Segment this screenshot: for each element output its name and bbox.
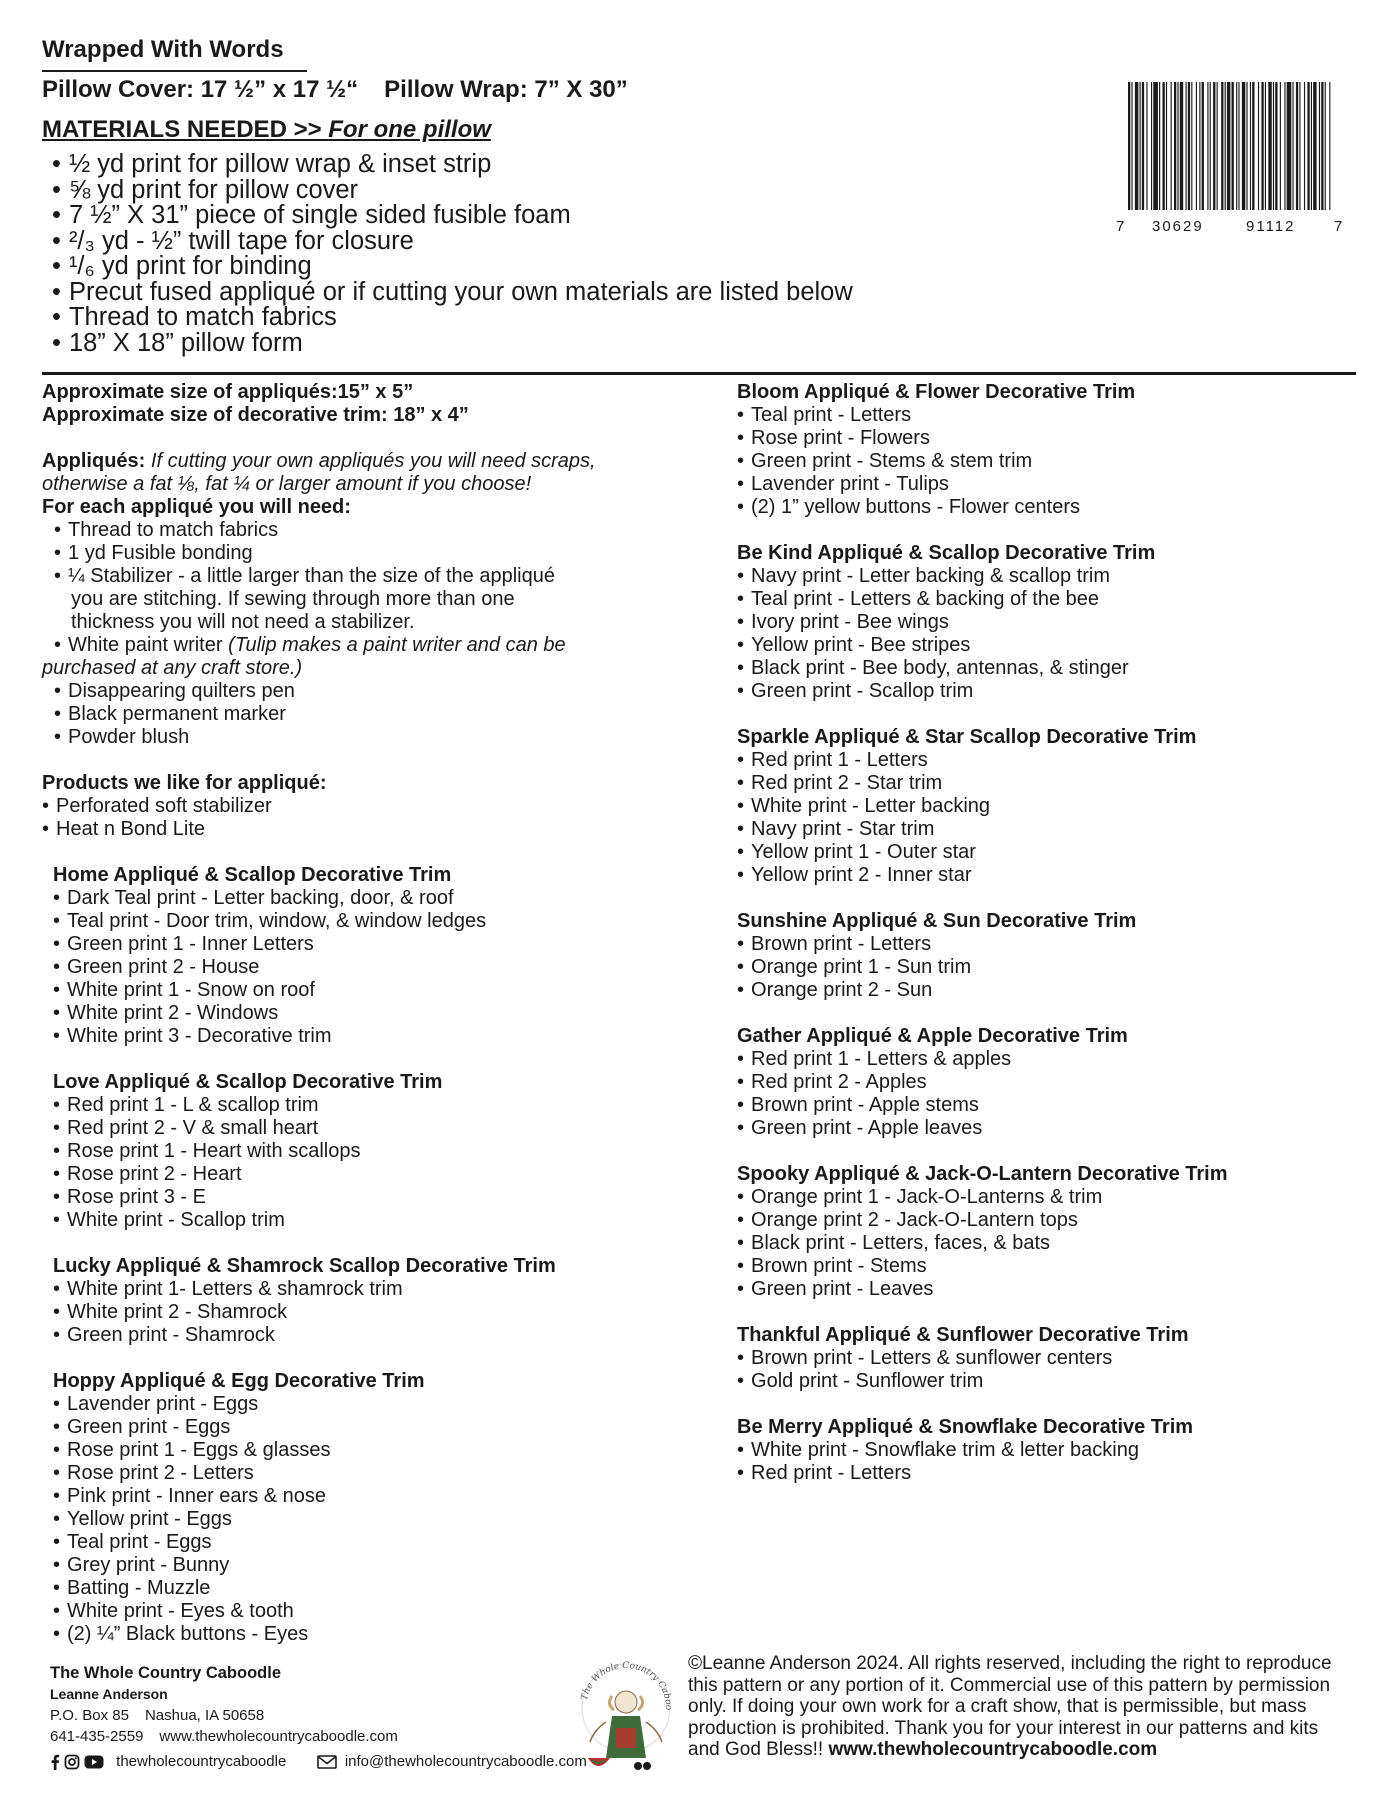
materials-list (52, 152, 853, 356)
barcode-bar (1280, 82, 1281, 210)
company-name: The Whole Country Caboodle (50, 1664, 281, 1682)
barcode-bar (1258, 82, 1259, 210)
list-item: • Teal print - Letters (737, 404, 1357, 427)
barcode-bar (1186, 82, 1187, 210)
list-item: • Yellow print 2 - Inner star (737, 864, 1357, 887)
list-item: • Teal print - Door trim, window, & window ledges (53, 910, 682, 933)
email-link[interactable]: info@thewholecountrycaboodle.com (344, 1753, 587, 1770)
phone-website: 641-435-2559 www.thewholecountrycaboodle.com (50, 1728, 398, 1745)
logo-text: The Whole Country Caboo (579, 1660, 674, 1711)
list-item: • Teal print - Eggs (53, 1531, 682, 1554)
list-item: • White print 2 - Windows (53, 1002, 682, 1025)
barcode-bar (1311, 82, 1312, 210)
list-item: • Rose print 2 - Heart (53, 1163, 682, 1186)
barcode-bar (1299, 82, 1300, 210)
barcode-bar (1207, 82, 1208, 210)
youtube-icon[interactable] (84, 1754, 104, 1770)
applique-section (737, 1416, 1357, 1485)
section-title: Thankful Appliqué & Sunflower Decorative Trim (737, 1324, 1189, 1346)
list-item: • Brown print - Letters (737, 933, 1357, 956)
list-item: • Gold print - Sunflower trim (737, 1370, 1357, 1393)
barcode-bar (1163, 82, 1165, 210)
list-item: • (2) ¼” Black buttons - Eyes (53, 1623, 682, 1646)
list-item: • Green print 1 - Inner Letters (53, 933, 682, 956)
section-title: Be Kind Appliqué & Scallop Decorative Trim (737, 542, 1156, 564)
list-item: • White print 1 - Snow on roof (53, 979, 682, 1002)
list-item: • Lavender print - Tulips (737, 473, 1357, 496)
barcode-bar (1128, 82, 1130, 210)
section-title: Lucky Appliqué & Shamrock Scallop Decorative Trim (53, 1255, 556, 1277)
barcode-bar (1171, 82, 1172, 210)
list-item: • White paint writer (Tulip makes a paint writer and can be (54, 634, 682, 657)
list-item: • Navy print - Letter backing & scallop trim (737, 565, 1357, 588)
list-item: • Rose print 3 - E (53, 1186, 682, 1209)
each-applique-heading: For each appliqué you will need: (42, 496, 351, 518)
list-item: • ½ yd print for pillow wrap & inset strip (52, 152, 853, 178)
section-items (53, 887, 682, 1048)
list-item: • Precut fused appliqué or if cutting your own materials are listed below (52, 280, 853, 306)
list-item: • Brown print - Apple stems (737, 1094, 1357, 1117)
barcode-bar (1232, 82, 1234, 210)
list-item: • Teal print - Letters & backing of the bee (737, 588, 1357, 611)
section-title: Home Appliqué & Scallop Decorative Trim (53, 864, 452, 886)
barcode-bar (1166, 82, 1167, 210)
barcode-bar (1221, 82, 1223, 210)
barcode-bar (1146, 82, 1147, 210)
barcode-bar (1131, 82, 1132, 210)
barcode-bar (1225, 82, 1226, 210)
pillow-wrap-size: Pillow Wrap: 7” X 30” (384, 76, 628, 103)
list-item: • Red print 2 - Star trim (737, 772, 1357, 795)
barcode-bar (1238, 82, 1239, 210)
barcode-bar (1284, 82, 1285, 210)
barcode-bar (1217, 82, 1218, 210)
section-title: Hoppy Appliqué & Egg Decorative Trim (53, 1370, 425, 1392)
list-item: • Lavender print - Eggs (53, 1393, 682, 1416)
list-item: • White print - Snowflake trim & letter backing (737, 1439, 1357, 1462)
list-item: • 18” X 18” pillow form (52, 331, 853, 357)
list-item: • 7 ½” X 31” piece of single sided fusible foam (52, 203, 853, 229)
applique-section (737, 381, 1357, 519)
list-item: • Red print 1 - Letters & apples (737, 1048, 1357, 1071)
barcode-bar (1140, 82, 1141, 210)
list-item: • White print 1- Letters & shamrock trim (53, 1278, 682, 1301)
barcode-bars (1128, 82, 1332, 210)
barcode (1116, 82, 1343, 235)
list-item: • White print - Scallop trim (53, 1209, 682, 1232)
list-item: • Green print - Shamrock (53, 1324, 682, 1347)
facebook-icon[interactable] (50, 1754, 60, 1770)
section-items (737, 404, 1357, 519)
barcode-bar (1325, 82, 1326, 210)
list-item: • (2) 1” yellow buttons - Flower centers (737, 496, 1357, 519)
section-items (737, 749, 1357, 887)
applique-section (737, 542, 1357, 703)
right-applique-sections (737, 381, 1357, 1485)
list-item: • Pink print - Inner ears & nose (53, 1485, 682, 1508)
list-item: • Navy print - Star trim (737, 818, 1357, 841)
mailing-address: P.O. Box 85 Nashua, IA 50658 (50, 1707, 265, 1724)
list-item: • Orange print 1 - Sun trim (737, 956, 1357, 979)
list-item: • Brown print - Stems (737, 1255, 1357, 1278)
list-item: • Batting - Muzzle (53, 1577, 682, 1600)
list-item: • Disappearing quilters pen (54, 680, 682, 703)
list-item: • Rose print 1 - Eggs & glasses (53, 1439, 682, 1462)
section-items (737, 565, 1357, 703)
trim-size: Approximate size of decorative trim: 18” x 4” (42, 404, 469, 426)
website-link[interactable]: www.thewholecountrycaboodle.com (828, 1739, 1158, 1760)
company-logo (572, 1646, 680, 1786)
applique-section (737, 1163, 1357, 1301)
list-item: • White print 3 - Decorative trim (53, 1025, 682, 1048)
list-item: • Orange print 2 - Sun (737, 979, 1357, 1002)
section-items (53, 1393, 682, 1646)
barcode-bar (1304, 82, 1305, 210)
left-column: Approximate size of appliqués:15” x 5” Approximate size of decorative trim: 18” x 4” Appliqués: If cutting your own appliqués you will need scraps, otherwise a fat ⅛, fat ¼ or larger amount if you choose! For each appliqué you will need: • Thread to match fabrics • 1 yd Fusible bonding • ¼ Stabilizer - a little larger than the size of the appliqué you are stitching. If sewing through more than one thickness you will not need a stabilizer. • White paint writer (Tulip makes a paint writer and can be purchased at any craft store.) • Disappearing quilters pen • Black permanent marker • Powder blush Products we like for appliqué: • Perforated soft stabilizer • Heat n Bond Lite Home Appliqué & Scallop Decorative Trim • Dark Teal print - Letter backing, door, & roof • Teal print - Door trim, window, & window ledges • Green print 1 - Inner Letters • Green print 2 - House • White print 1 - Snow on roof • White print 2 - Windows • White print 3 - Decorative trim Love Appliqué & Scallop Decorative Trim • Red print 1 - L & scallop trim • Red print 2 - V & small heart • Rose print 1 - Heart with scallops • Rose print 2 - Heart • Rose print 3 - E • White print - Scallop trim Lucky Appliqué & Shamrock Scallop Decorative Trim • White print 1- Letters & shamrock trim • White print 2 - Shamrock • Green print - Shamrock Hoppy Appliqué & Egg Decorative Trim • Lavender print - Eggs • Green print - Eggs • Rose print 1 - Eggs & glasses • Rose print 2 - Letters • Pink print - Inner ears & nose • Yellow print - Eggs • Teal print - Eggs • Grey print - Bunny • Batting - Muzzle • White print - Eyes & tooth • (2) ¼” Black buttons - Eyes (42, 381, 682, 1646)
section-title: Love Appliqué & Scallop Decorative Trim (53, 1071, 443, 1093)
right-column (737, 381, 1357, 1485)
list-item: • Yellow print - Bee stripes (737, 634, 1357, 657)
section-title: Be Merry Appliqué & Snowflake Decorative Trim (737, 1416, 1194, 1438)
section-divider (42, 372, 1356, 375)
applique-size: Approximate size of appliqués:15” x 5” (42, 381, 414, 403)
section-title: Sunshine Appliqué & Sun Decorative Trim (737, 910, 1137, 932)
section-items (737, 1186, 1357, 1301)
copyright-notice: ©Leanne Anderson 2024. All rights reserved, including the right to reproduce this pattern or any portion of it. Commercial use of this pattern by permission only. If doing your own work for a craft show, that is permissible, but mass production is prohibited. Thank you for your interest in our patterns and kits and God Bless!! www.thewholecountrycaboodle.com (688, 1653, 1332, 1760)
barcode-bar (1268, 82, 1271, 210)
barcode-bar (1246, 82, 1247, 210)
list-item: • Yellow print 1 - Outer star (737, 841, 1357, 864)
list-item: • White print - Letter backing (737, 795, 1357, 818)
barcode-bar (1287, 82, 1292, 210)
barcode-bar (1329, 82, 1330, 210)
section-items (53, 1278, 682, 1347)
each-applique-list (42, 519, 682, 588)
applique-section (737, 1324, 1357, 1393)
list-item: • Orange print 1 - Jack-O-Lanterns & trim (737, 1186, 1357, 1209)
list-item: • Green print 2 - House (53, 956, 682, 979)
barcode-bar (1313, 82, 1316, 210)
website-link[interactable]: www.thewholecountrycaboodle.com (159, 1728, 398, 1745)
list-item: • Thread to match fabrics (54, 519, 682, 542)
barcode-bar (1307, 82, 1309, 210)
barcode-bar (1213, 82, 1215, 210)
barcode-bar (1242, 82, 1245, 210)
section-title: Sparkle Appliqué & Star Scallop Decorative Trim (737, 726, 1197, 748)
barcode-bar (1174, 82, 1176, 210)
list-item: • Green print - Leaves (737, 1278, 1357, 1301)
barcode-bar (1135, 82, 1138, 210)
section-items (53, 1094, 682, 1232)
barcode-bar (1261, 82, 1263, 210)
barcode-bar (1296, 82, 1298, 210)
section-items (737, 1347, 1357, 1393)
barcode-bar (1210, 82, 1211, 210)
social-handle[interactable]: thewholecountrycaboodle (116, 1753, 287, 1770)
barcode-left-group: 30629 (1152, 218, 1204, 235)
applique-section (737, 910, 1357, 1002)
list-item: • Thread to match fabrics (52, 305, 853, 331)
section-title: Spooky Appliqué & Jack-O-Lantern Decorative Trim (737, 1163, 1228, 1185)
list-item: • Rose print - Flowers (737, 427, 1357, 450)
list-item: • Ivory print - Bee wings (737, 611, 1357, 634)
list-item: • Yellow print - Eggs (53, 1508, 682, 1531)
list-item: • Rose print 1 - Heart with scallops (53, 1140, 682, 1163)
list-item: • ⅝ yd print for pillow cover (52, 178, 853, 204)
barcode-bar (1188, 82, 1190, 210)
products-list (42, 795, 682, 841)
barcode-bar (1177, 82, 1178, 210)
logo-graphic (572, 1646, 680, 1786)
barcode-bar (1236, 82, 1237, 210)
applique-section (737, 1025, 1357, 1140)
social-row (50, 1751, 587, 1772)
list-item: • White print - Eyes & tooth (53, 1600, 682, 1623)
list-item: • Rose print 2 - Letters (53, 1462, 682, 1485)
barcode-bar (1199, 82, 1200, 210)
contact-block (50, 1663, 587, 1772)
barcode-bar (1292, 82, 1293, 210)
list-item: • Heat n Bond Lite (42, 818, 682, 841)
applique-section (53, 864, 682, 1048)
barcode-bar (1319, 82, 1320, 210)
pillow-cover-size: Pillow Cover: 17 ½” x 17 ½“ (42, 76, 359, 103)
instagram-icon[interactable] (64, 1754, 80, 1770)
title-underline (42, 70, 307, 72)
section-title: Gather Appliqué & Apple Decorative Trim (737, 1025, 1128, 1047)
barcode-bar (1159, 82, 1160, 210)
list-item: • Black print - Letters, faces, & bats (737, 1232, 1357, 1255)
list-item: • Perforated soft stabilizer (42, 795, 682, 818)
list-item: • Red print - Letters (737, 1462, 1357, 1485)
list-item: • Black permanent marker (54, 703, 682, 726)
list-item: • Powder blush (54, 726, 682, 749)
applique-section (53, 1370, 682, 1646)
barcode-bar (1250, 82, 1251, 210)
barcode-bar (1180, 82, 1183, 210)
left-applique-sections (42, 864, 682, 1646)
list-item: • Red print 2 - V & small heart (53, 1117, 682, 1140)
list-item: • Green print - Eggs (53, 1416, 682, 1439)
barcode-bar (1227, 82, 1230, 210)
list-item: • Red print 1 - L & scallop trim (53, 1094, 682, 1117)
list-item: • Black print - Bee body, antennas, & stinger (737, 657, 1357, 680)
list-item: • Dark Teal print - Letter backing, door, & roof (53, 887, 682, 910)
list-item: • Green print - Scallop trim (737, 680, 1357, 703)
section-items (737, 1439, 1357, 1485)
barcode-bar (1321, 82, 1323, 210)
barcode-bar (1196, 82, 1197, 210)
barcode-bar (1202, 82, 1204, 210)
applique-section (53, 1071, 682, 1232)
section-items (737, 933, 1357, 1002)
barcode-bar (1153, 82, 1158, 210)
barcode-check-digit: 7 (1334, 218, 1343, 235)
pattern-title: Wrapped With Words (42, 36, 284, 63)
list-item: • Red print 1 - Letters (737, 749, 1357, 772)
list-item: • 1 yd Fusible bonding (54, 542, 682, 565)
section-title: Bloom Appliqué & Flower Decorative Trim (737, 381, 1136, 403)
applique-section (53, 1255, 682, 1347)
list-item: • Brown print - Letters & sunflower centers (737, 1347, 1357, 1370)
barcode-bar (1265, 82, 1266, 210)
barcode-bar (1252, 82, 1254, 210)
barcode-bar (1273, 82, 1274, 210)
list-item: • Grey print - Bunny (53, 1554, 682, 1577)
list-item: • Red print 2 - Apples (737, 1071, 1357, 1094)
barcode-right-group: 91112 (1246, 218, 1296, 235)
email-icon (317, 1755, 337, 1769)
barcode-bar (1142, 82, 1144, 210)
designer-name: Leanne Anderson (50, 1686, 168, 1702)
list-item: • Green print - Stems & stem trim (737, 450, 1357, 473)
materials-heading: MATERIALS NEEDED >> For one pillow (42, 116, 491, 143)
barcode-first-digit: 7 (1116, 218, 1125, 235)
section-items (737, 1048, 1357, 1140)
barcode-bar (1191, 82, 1192, 210)
list-item: • ¹/₆ yd print for binding (52, 254, 853, 280)
applique-section (737, 726, 1357, 887)
list-item: • ²/₃ yd - ½” twill tape for closure (52, 229, 853, 255)
list-item: • ¼ Stabilizer - a little larger than the size of the appliqué (54, 565, 682, 588)
dimensions-line (42, 76, 628, 104)
appliques-note: Appliqués: If cutting your own appliqués you will need scraps, (42, 450, 596, 472)
products-heading: Products we like for appliqué: (42, 772, 327, 794)
list-item: • Green print - Apple leaves (737, 1117, 1357, 1140)
barcode-bar (1275, 82, 1277, 210)
list-item: • White print 2 - Shamrock (53, 1301, 682, 1324)
barcode-bar (1151, 82, 1152, 210)
list-item: • Orange print 2 - Jack-O-Lantern tops (737, 1209, 1357, 1232)
